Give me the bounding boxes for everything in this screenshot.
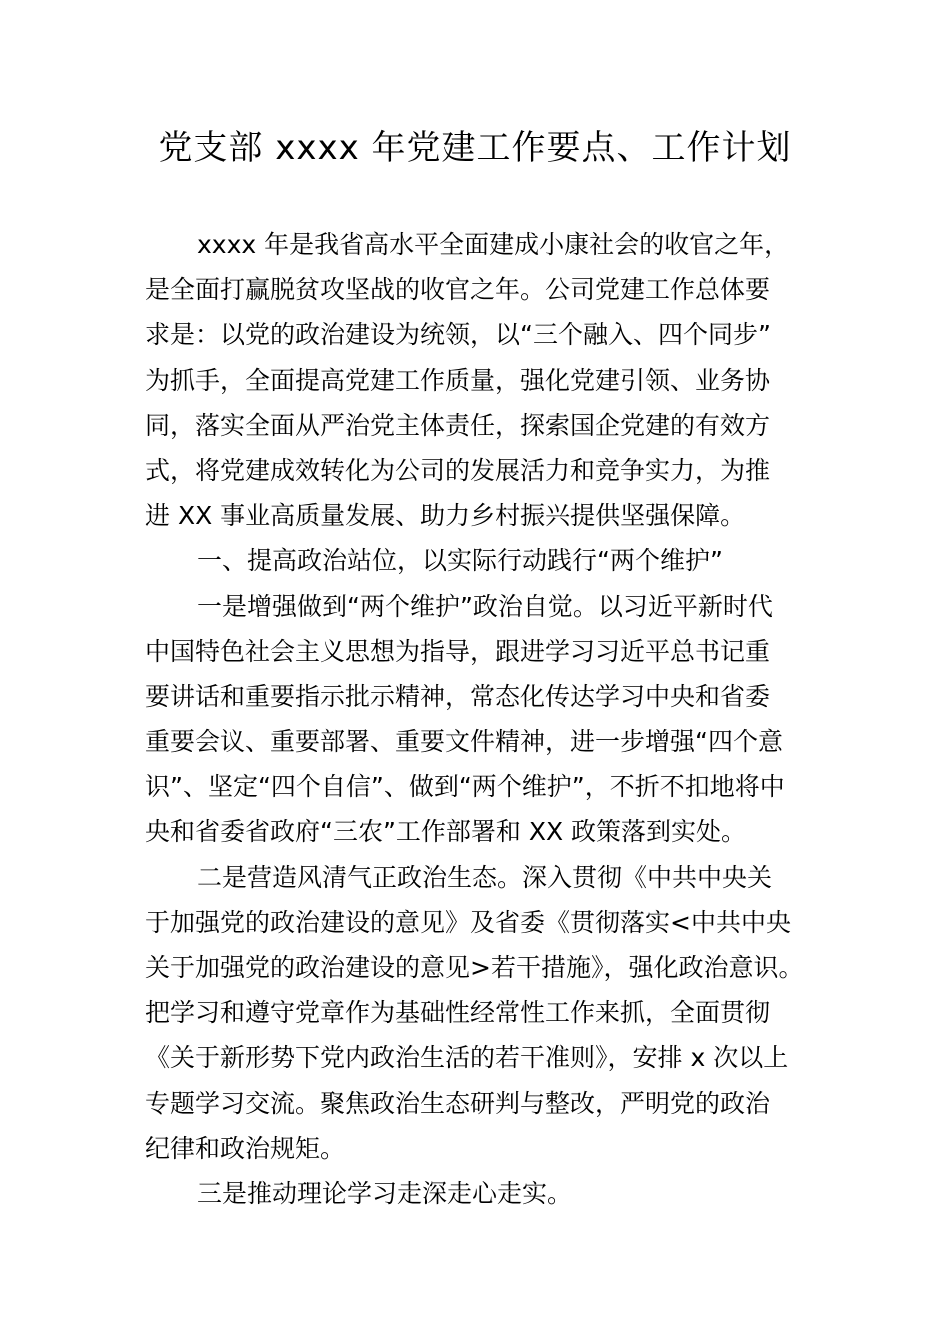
document-body [145,222,825,1216]
paragraph-line: 进 XX 事业高质量发展、助力乡村振兴提供坚强保障。 [145,501,746,531]
paragraph-line: 于加强党的政治建设的意见》及省委《贯彻落实<中共中央 [145,907,791,937]
section-heading: 一、提高政治站位，以实际行动践行“两个维护” [197,546,723,576]
paragraph-line: 中国特色社会主义思想为指导，跟进学习习近平总书记重 [145,636,771,666]
paragraph-line: 二是营造风清气正政治生态。深入贯彻《中共中央关 [197,862,773,892]
paragraph-line: 同，落实全面从严治党主体责任，探索国企党建的有效方 [145,410,771,440]
paragraph-line: 重要会议、重要部署、重要文件精神，进一步增强“四个意 [145,727,783,757]
paragraph-line: 纪律和政治规矩。 [145,1133,346,1163]
paragraph-line: 要讲话和重要指示批示精神，常态化传达学习中央和省委 [145,681,771,711]
paragraph-line: 专题学习交流。聚焦政治生态研判与整改，严明党的政治 [145,1088,771,1118]
paragraph-line: 三是推动理论学习走深走心走实。 [197,1178,573,1208]
paragraph-line: 式，将党建成效转化为公司的发展活力和竞争实力，为推 [145,455,771,485]
document-title: 党支部 xxxx 年党建工作要点、工作计划 [158,128,792,168]
paragraph-line: 求是：以党的政治建设为统领，以“三个融入、四个同步” [145,320,771,350]
paragraph-line: 为抓手，全面提高党建工作质量，强化党建引领、业务协 [145,365,771,395]
paragraph-line: 识”、坚定“四个自信”、做到“两个维护”，不折不扣地将中 [145,772,785,802]
paragraph-line: 央和省委省政府“三农”工作部署和 XX 政策落到实处。 [145,817,747,847]
paragraph-line: 《关于新形势下党内政治生活的若干准则》，安排 x 次以上 [145,1043,789,1073]
paragraph-line: 把学习和遵守党章作为基础性经常性工作来抓，全面贯彻 [145,998,771,1028]
paragraph-line: 关于加强党的政治建设的意见>若干措施》，强化政治意识。 [145,953,804,982]
paragraph-line: xxxx 年是我省高水平全面建成小康社会的收官之年， [197,230,790,259]
paragraph-line: 一是增强做到“两个维护”政治自觉。以习近平新时代 [197,591,773,621]
paragraph-line: 是全面打赢脱贫攻坚战的收官之年。公司党建工作总体要 [145,275,771,305]
